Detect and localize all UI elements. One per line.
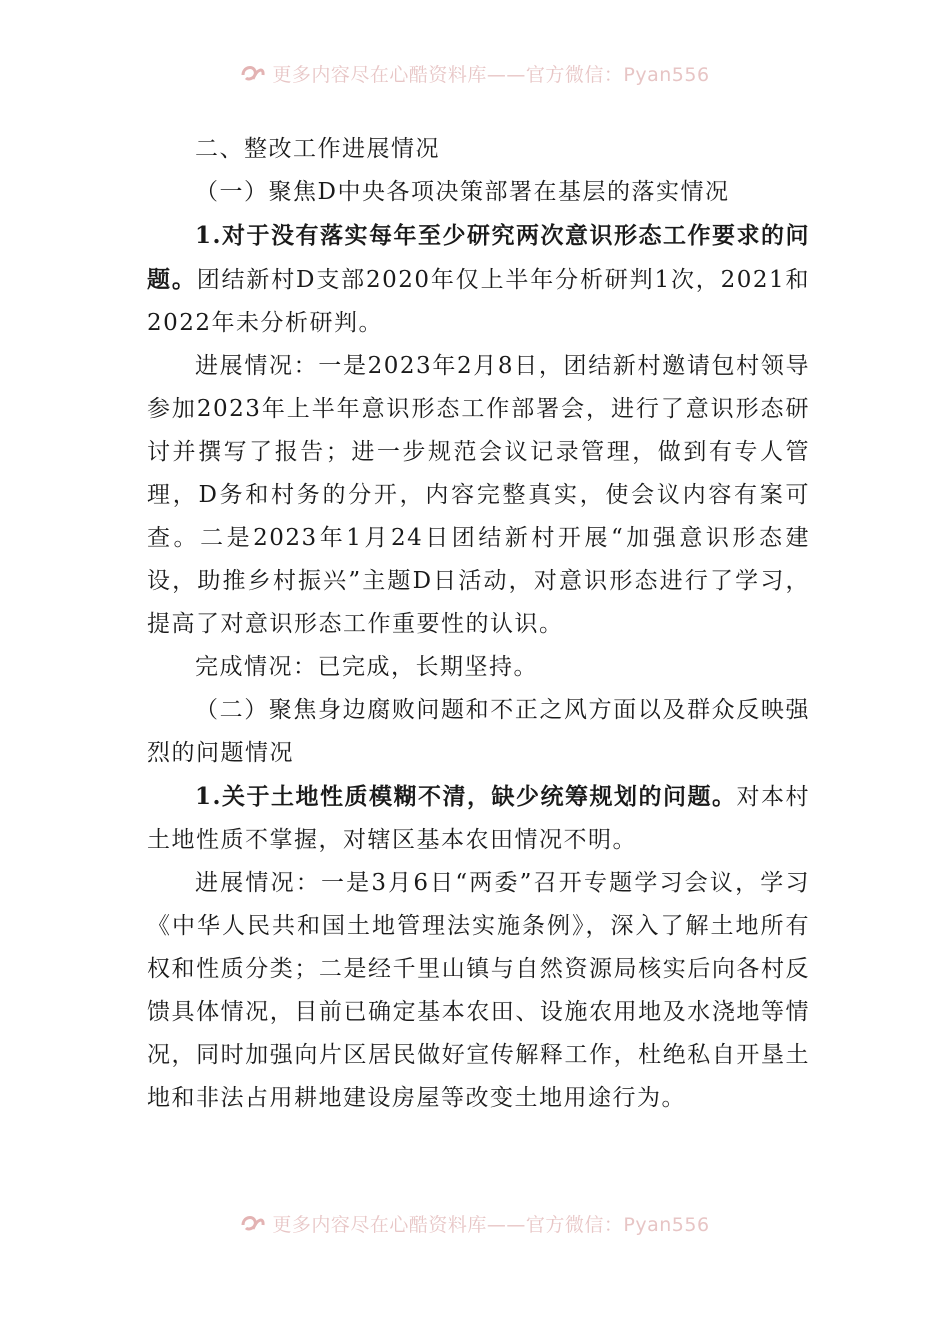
- progress-paragraph-1: 进展情况：一是2023年2月8日，团结新村邀请包村领导参加2023年上半年意识形态工作部署会，进行了意识形态研讨并撰写了报告；进一步规范会议记录管理，做到有专人管理，D务和村务的分开，内容完整真实，使会议内容有案可查。二是2023年1月24日团结新村开展“加强意识形态建设，助推乡村振兴”主题D日活动，对意识形态进行了学习，提高了对意识形态工作重要性的认识。: [147, 353, 810, 637]
- completion-paragraph-1: 完成情况：已完成，长期坚持。: [195, 654, 538, 680]
- item-1-paragraph: [147, 214, 810, 345]
- subsection-heading-1: （一）聚焦D中央各项决策部署在基层的落实情况: [195, 179, 730, 205]
- item-1-text: 团结新村D支部2020年仅上半年分析研判1次，2021和2022年未分析研判。: [147, 267, 811, 336]
- item-1-title: 1.对于没有落实每年至少研究两次意识形态工作要求的问题。: [147, 222, 811, 293]
- watermark-logo-icon: [240, 61, 266, 85]
- section-heading: 二、整改工作进展情况: [195, 136, 440, 162]
- document-body: [147, 128, 810, 1120]
- watermark-footer: [0, 1208, 950, 1238]
- item-2-paragraph: [147, 775, 810, 862]
- subsection-heading-2: （二）聚焦身边腐败问题和不正之风方面以及群众反映强烈的问题情况: [147, 697, 810, 766]
- progress-paragraph-2: 进展情况：一是3月6日“两委”召开专题学习会议，学习《中华人民共和国土地管理法实施条例》，深入了解土地所有权和性质分类；二是经千里山镇与自然资源局核实后向各村反馈具体情况，目前已确定基本农田、设施农用地及水浇地等情况，同时加强向片区居民做好宣传解释工作，杜绝私自开垦土地和非法占用耕地建设房屋等改变土地用途行为。: [147, 870, 810, 1111]
- watermark-logo-icon: [240, 1211, 266, 1235]
- watermark-text: 更多内容尽在心酷资料库——官方微信：Pyan556: [272, 63, 710, 86]
- watermark-header: [0, 58, 950, 88]
- item-2-title: 1.关于土地性质模糊不清，缺少统筹规划的问题。: [195, 783, 737, 810]
- watermark-text: 更多内容尽在心酷资料库——官方微信：Pyan556: [272, 1213, 710, 1236]
- item-2-text: 对本村土地性质不掌握，对辖区基本农田情况不明。: [147, 784, 811, 853]
